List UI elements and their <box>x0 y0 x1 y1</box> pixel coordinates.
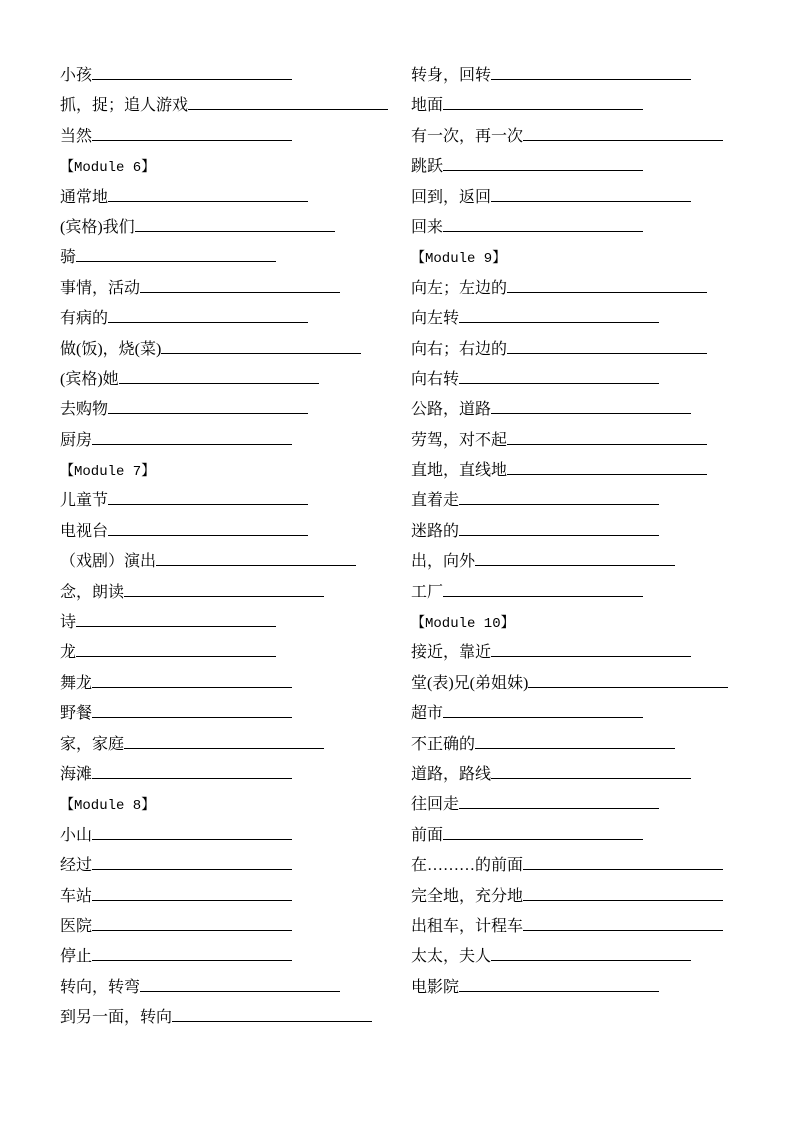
module-heading <box>411 608 781 638</box>
vocab-row <box>60 395 400 425</box>
answer-blank <box>92 705 292 718</box>
module-heading <box>60 790 400 820</box>
vocab-row <box>60 274 400 304</box>
answer-blank <box>76 614 276 627</box>
answer-blank <box>92 918 292 931</box>
vocab-row <box>411 730 781 760</box>
vocab-row <box>60 912 400 942</box>
answer-blank <box>459 492 659 505</box>
answer-blank <box>135 219 335 232</box>
vocab-label: 停止 <box>60 948 93 966</box>
vocab-row <box>411 851 781 881</box>
vocab-row <box>60 426 400 456</box>
vocab-row <box>411 790 781 820</box>
answer-blank <box>108 401 308 414</box>
vocab-label: 道路，路线 <box>411 765 492 783</box>
vocab-label: 抓，捉；追人游戏 <box>60 97 189 115</box>
answer-blank <box>491 189 691 202</box>
answer-blank <box>124 584 324 597</box>
vocab-row <box>60 882 400 912</box>
vocab-label: (宾格)她 <box>60 370 119 388</box>
answer-blank <box>92 948 292 961</box>
vocab-row <box>60 973 400 1003</box>
answer-blank <box>92 827 292 840</box>
answer-blank <box>92 888 292 901</box>
answer-blank <box>108 189 308 202</box>
vocab-label: 超市 <box>411 705 444 723</box>
vocab-row <box>60 213 400 243</box>
vocab-row <box>60 335 400 365</box>
answer-blank <box>523 888 723 901</box>
answer-blank <box>443 584 643 597</box>
vocab-label: 劳驾，对不起 <box>411 431 508 449</box>
vocab-row <box>411 821 781 851</box>
vocab-label: 出，向外 <box>411 553 476 571</box>
right-column <box>411 61 781 1003</box>
vocab-label: 诗 <box>60 614 77 632</box>
vocab-row <box>60 547 400 577</box>
answer-blank <box>475 553 675 566</box>
vocab-label: 堂(表)兄(弟姐妹) <box>411 674 529 692</box>
vocab-row <box>60 1003 400 1033</box>
answer-blank <box>491 644 691 657</box>
answer-blank <box>92 675 292 688</box>
vocab-row <box>411 61 781 91</box>
module-heading-label: 【Module 8】 <box>60 798 156 815</box>
answer-blank <box>507 341 707 354</box>
answer-blank <box>507 432 707 445</box>
module-heading <box>60 456 400 486</box>
vocab-label: (宾格)我们 <box>60 218 135 236</box>
vocab-row <box>60 638 400 668</box>
vocab-row <box>60 486 400 516</box>
vocab-label: 到另一面，转向 <box>60 1009 173 1027</box>
vocab-label: 有病的 <box>60 310 109 328</box>
answer-blank <box>92 432 292 445</box>
vocab-label: 小孩 <box>60 67 93 84</box>
vocab-label: 向左转 <box>411 310 460 328</box>
vocab-label: 龙 <box>60 644 77 662</box>
answer-blank <box>156 553 356 566</box>
answer-blank <box>124 736 324 749</box>
vocab-row <box>60 699 400 729</box>
answer-blank <box>459 979 659 992</box>
vocab-label: 做(饭)，烧(菜) <box>60 340 162 358</box>
answer-blank <box>92 766 292 779</box>
answer-blank <box>140 979 340 992</box>
vocab-label: 经过 <box>60 857 93 875</box>
vocab-label: 往回走 <box>411 796 460 814</box>
answer-blank <box>140 280 340 293</box>
vocab-label: 前面 <box>411 826 444 844</box>
vocab-label: 完全地，充分地 <box>411 887 524 905</box>
vocab-label: （戏剧）演出 <box>60 553 157 571</box>
vocab-row <box>411 882 781 912</box>
answer-blank <box>523 918 723 931</box>
vocab-row <box>411 152 781 182</box>
answer-blank <box>459 796 659 809</box>
answer-blank <box>161 341 361 354</box>
vocab-label: 回来 <box>411 218 444 236</box>
answer-blank <box>76 249 276 262</box>
vocab-label: 家，家庭 <box>60 735 125 753</box>
vocab-row <box>60 730 400 760</box>
module-heading-label: 【Module 6】 <box>60 160 156 177</box>
vocab-label: 向左；左边的 <box>411 279 508 297</box>
vocab-label: 去购物 <box>60 401 109 419</box>
answer-blank <box>459 523 659 536</box>
vocab-label: 电影院 <box>411 978 460 996</box>
vocab-label: 地面 <box>411 97 444 115</box>
answer-blank <box>108 492 308 505</box>
vocab-row <box>411 669 781 699</box>
vocab-row <box>411 699 781 729</box>
answer-blank <box>92 857 292 870</box>
vocab-row <box>411 395 781 425</box>
vocab-label: 事情，活动 <box>60 279 141 297</box>
vocab-label: 转身，回转 <box>411 67 492 84</box>
vocab-row <box>60 91 400 121</box>
answer-blank <box>491 948 691 961</box>
vocab-label: 跳跃 <box>411 158 444 176</box>
vocab-label: 直地，直线地 <box>411 462 508 480</box>
vocab-row <box>60 183 400 213</box>
vocab-row <box>411 638 781 668</box>
answer-blank <box>523 857 723 870</box>
vocab-row <box>60 821 400 851</box>
vocab-row <box>411 91 781 121</box>
module-heading <box>411 243 781 273</box>
vocab-label: 电视台 <box>60 522 109 540</box>
vocab-label: 迷路的 <box>411 522 460 540</box>
vocab-label: 在………的前面 <box>411 857 524 875</box>
vocab-row <box>411 578 781 608</box>
vocab-label: 舞龙 <box>60 674 93 692</box>
vocab-label: 太太，夫人 <box>411 948 492 966</box>
answer-blank <box>443 158 643 171</box>
module-heading-label: 【Module 10】 <box>411 616 515 633</box>
vocab-row <box>60 61 400 91</box>
left-column <box>60 61 400 1034</box>
vocab-label: 医院 <box>60 917 93 935</box>
answer-blank <box>507 280 707 293</box>
answer-blank <box>119 371 319 384</box>
vocab-row <box>60 243 400 273</box>
vocab-label: 出租车，计程车 <box>411 917 524 935</box>
answer-blank <box>491 401 691 414</box>
vocab-row <box>411 456 781 486</box>
answer-blank <box>108 523 308 536</box>
vocab-label: 有一次，再一次 <box>411 127 524 145</box>
vocab-label: 小山 <box>60 826 93 844</box>
vocab-row <box>411 304 781 334</box>
vocab-row <box>411 274 781 304</box>
module-heading-label: 【Module 9】 <box>411 251 507 268</box>
vocab-label: 回到，返回 <box>411 188 492 206</box>
vocab-label: 不正确的 <box>411 735 476 753</box>
vocab-label: 转向，转弯 <box>60 978 141 996</box>
vocab-row <box>411 426 781 456</box>
vocab-label: 当然 <box>60 127 93 145</box>
answer-blank <box>92 128 292 141</box>
vocab-row <box>60 578 400 608</box>
answer-blank <box>108 310 308 323</box>
answer-blank <box>443 97 643 110</box>
vocab-label: 向右；右边的 <box>411 340 508 358</box>
answer-blank <box>491 766 691 779</box>
vocab-row <box>411 942 781 972</box>
vocab-row <box>60 760 400 790</box>
vocab-label: 工厂 <box>411 583 444 601</box>
vocab-row <box>60 365 400 395</box>
answer-blank <box>188 97 388 110</box>
vocab-label: 通常地 <box>60 188 109 206</box>
vocab-label: 车站 <box>60 887 93 905</box>
vocab-row <box>411 912 781 942</box>
vocab-row <box>411 365 781 395</box>
vocab-row <box>411 183 781 213</box>
vocab-row <box>60 669 400 699</box>
answer-blank <box>443 705 643 718</box>
vocab-row <box>411 760 781 790</box>
answer-blank <box>459 310 659 323</box>
vocab-row <box>60 517 400 547</box>
module-heading-label: 【Module 7】 <box>60 464 156 481</box>
answer-blank <box>459 371 659 384</box>
vocab-row <box>411 335 781 365</box>
vocab-label: 骑 <box>60 249 77 267</box>
answer-blank <box>491 67 691 80</box>
vocab-row <box>411 547 781 577</box>
vocab-label: 野餐 <box>60 705 93 723</box>
vocab-row <box>411 122 781 152</box>
answer-blank <box>475 736 675 749</box>
vocab-row <box>60 122 400 152</box>
answer-blank <box>76 644 276 657</box>
vocab-label: 海滩 <box>60 765 93 783</box>
vocab-row <box>411 486 781 516</box>
vocab-label: 公路，道路 <box>411 401 492 419</box>
vocab-row <box>411 517 781 547</box>
vocab-row <box>60 304 400 334</box>
vocab-label: 儿童节 <box>60 492 109 510</box>
answer-blank <box>528 675 728 688</box>
vocab-label: 接近，靠近 <box>411 644 492 662</box>
answer-blank <box>507 462 707 475</box>
answer-blank <box>92 67 292 80</box>
vocab-row <box>60 608 400 638</box>
vocab-row <box>60 942 400 972</box>
vocab-row <box>411 213 781 243</box>
module-heading <box>60 152 400 182</box>
answer-blank <box>523 128 723 141</box>
vocab-label: 向右转 <box>411 370 460 388</box>
answer-blank <box>443 219 643 232</box>
vocab-row <box>60 851 400 881</box>
vocab-label: 厨房 <box>60 431 93 449</box>
vocab-label: 念，朗读 <box>60 583 125 601</box>
vocab-row <box>411 973 781 1003</box>
answer-blank <box>443 827 643 840</box>
answer-blank <box>172 1009 372 1022</box>
vocab-label: 直着走 <box>411 492 460 510</box>
